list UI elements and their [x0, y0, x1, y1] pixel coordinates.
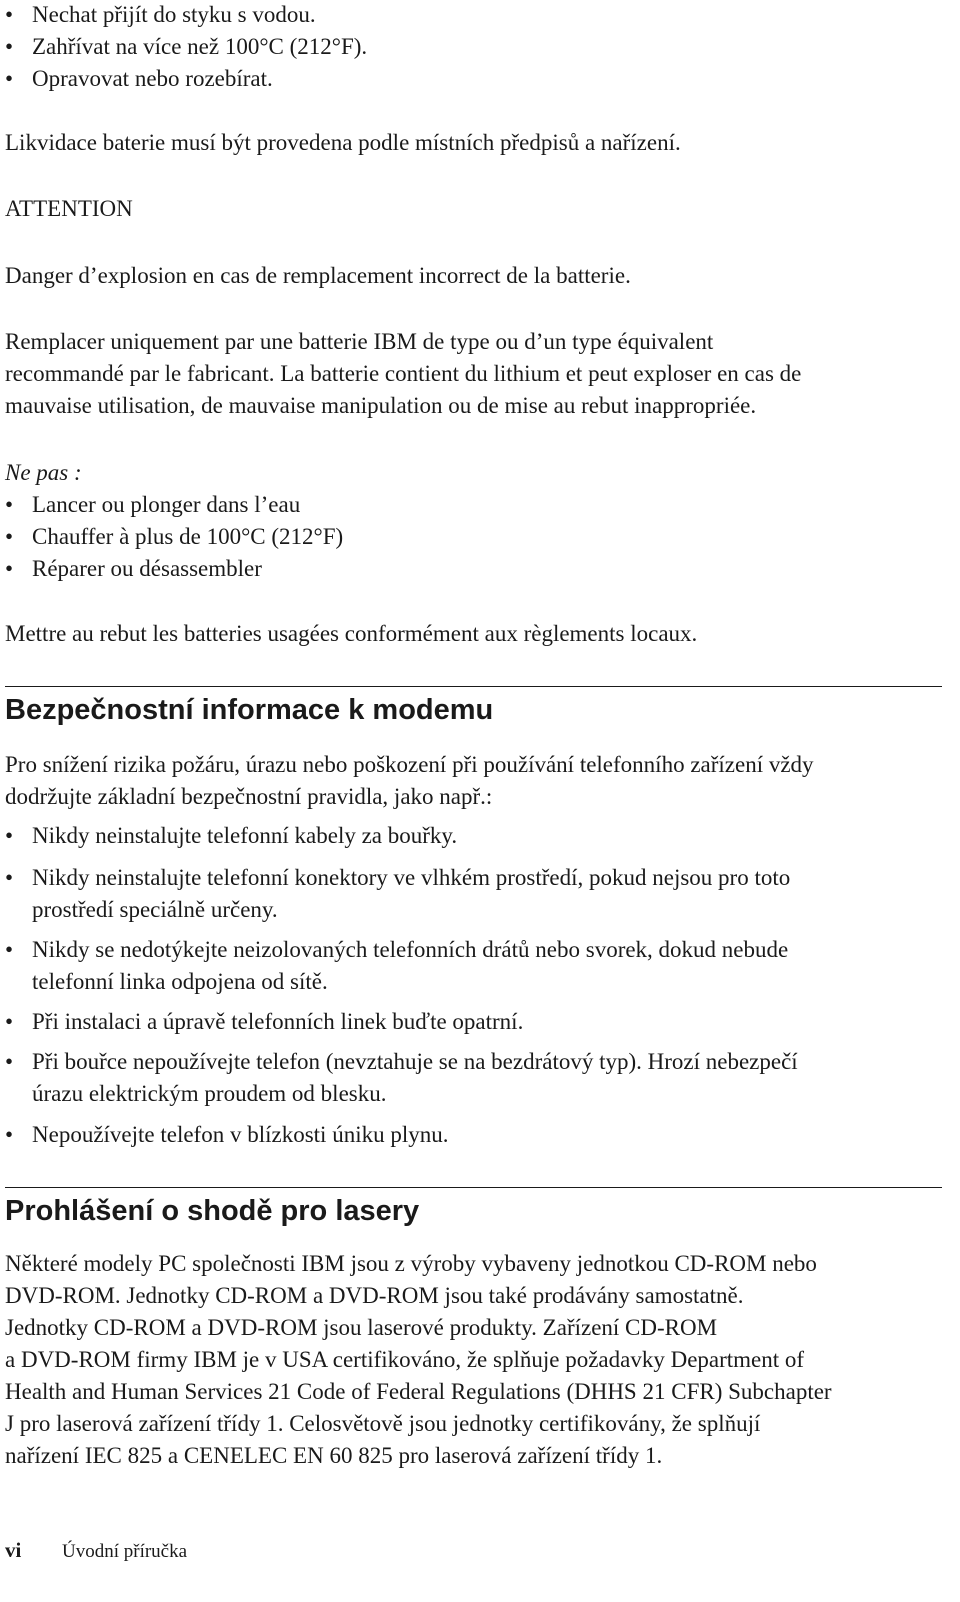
paragraph-line: DVD-ROM. Jednotky CD-ROM a DVD-ROM jsou také prodávány samostatně. [5, 1283, 744, 1308]
paragraph-line: a DVD-ROM firmy IBM je v USA certifikováno, že splňuje požadavky Department of [5, 1347, 805, 1372]
list-item: • Při instalaci a úpravě telefonních linek buďte opatrní. [5, 1006, 960, 1038]
bullet-icon: • [5, 1009, 14, 1034]
bullet-icon: • [5, 524, 14, 549]
bullet-icon: • [5, 556, 14, 581]
section-divider [5, 1187, 942, 1188]
list-item: • Opravovat nebo rozebírat. [5, 63, 367, 95]
section-divider [5, 686, 942, 687]
bullet-icon: • [5, 865, 14, 890]
paragraph-line: nařízení IEC 825 a CENELEC EN 60 825 pro laserová zařízení třídy 1. [5, 1443, 663, 1468]
paragraph-line: J pro laserová zařízení třídy 1. Celosvětově jsou jednotky certifikovány, že splňují [5, 1411, 761, 1436]
paragraph-line: Health and Human Services 21 Code of Federal Regulations (DHHS 21 CFR) Subchapter [5, 1379, 832, 1404]
list-item: • Lancer ou plonger dans l’eau [5, 489, 343, 521]
page-footer [5, 1537, 187, 1565]
bullet-icon: • [5, 1122, 14, 1147]
paragraph-line: Pro snížení rizika požáru, úrazu nebo poškození při používání telefonního zařízení vždy [5, 752, 814, 777]
bullet-icon: • [5, 492, 14, 517]
modem-section-heading: Bezpečnostní informace k modemu [5, 694, 494, 726]
list-item: • Réparer ou désassembler [5, 553, 343, 585]
laser-paragraph [5, 1248, 832, 1472]
bullet-icon: • [5, 937, 14, 962]
page-number: vi [5, 1538, 22, 1562]
bullet-icon: • [5, 34, 14, 59]
bullet-icon: • [5, 1049, 14, 1074]
paragraph-line: Jednotky CD-ROM a DVD-ROM jsou laserové produkty. Zařízení CD-ROM [5, 1315, 718, 1340]
bullet-icon: • [5, 823, 14, 848]
danger-explosion-text: Danger d’explosion en cas de remplacement incorrect de la batterie. [5, 263, 631, 288]
list-item: • Nikdy se nedotýkejte neizolovaných telefonních drátů nebo svorek, dokud nebude telefonní linka odpojena od sítě. [5, 934, 960, 998]
replace-battery-paragraph [5, 326, 801, 422]
list-item: • Chauffer à plus de 100°C (212°F) [5, 521, 343, 553]
list-item: • Zahřívat na více než 100°C (212°F). [5, 31, 367, 63]
bullet-icon: • [5, 2, 14, 27]
laser-section-heading: Prohlášení o shodě pro lasery [5, 1195, 420, 1227]
book-title: Úvodní příručka [62, 1541, 188, 1562]
attention-label: ATTENTION [5, 196, 133, 221]
list-item: • Nikdy neinstalujte telefonní kabely za bouřky. [5, 820, 960, 852]
battery-warning-cz-list [5, 0, 367, 95]
paragraph-line: mauvaise utilisation, de mauvaise manipulation ou de mise au rebut inappropriée. [5, 393, 757, 418]
battery-disposal-cz: Likvidace baterie musí být provedena podle místních předpisů a nařízení. [5, 130, 681, 155]
battery-disposal-fr: Mettre au rebut les batteries usagées conformément aux règlements locaux. [5, 621, 698, 646]
paragraph-line: Některé modely PC společnosti IBM jsou z výroby vybaveny jednotkou CD-ROM nebo [5, 1251, 817, 1276]
ne-pas-label: Ne pas : [5, 460, 82, 485]
paragraph-line: Remplacer uniquement par une batterie IBM de type ou d’un type équivalent [5, 329, 714, 354]
paragraph-line: dodržujte základní bezpečnostní pravidla, jako např.: [5, 784, 493, 809]
list-item: • Nechat přijít do styku s vodou. [5, 0, 367, 31]
bullet-icon: • [5, 66, 14, 91]
list-item: • Nepoužívejte telefon v blízkosti úniku plynu. [5, 1119, 960, 1151]
list-item: • Při bouřce nepoužívejte telefon (nevztahuje se na bezdrátový typ). Hrozí nebezpečí úrazu elektrickým proudem od blesku. [5, 1046, 960, 1110]
list-item: • Nikdy neinstalujte telefonní konektory ve vlhkém prostředí, pokud nejsou pro toto prostředí speciálně určeny. [5, 862, 960, 926]
battery-warning-fr-list [5, 489, 343, 585]
modem-intro-paragraph [5, 749, 814, 813]
paragraph-line: recommandé par le fabricant. La batterie contient du lithium et peut exploser en cas de [5, 361, 802, 386]
